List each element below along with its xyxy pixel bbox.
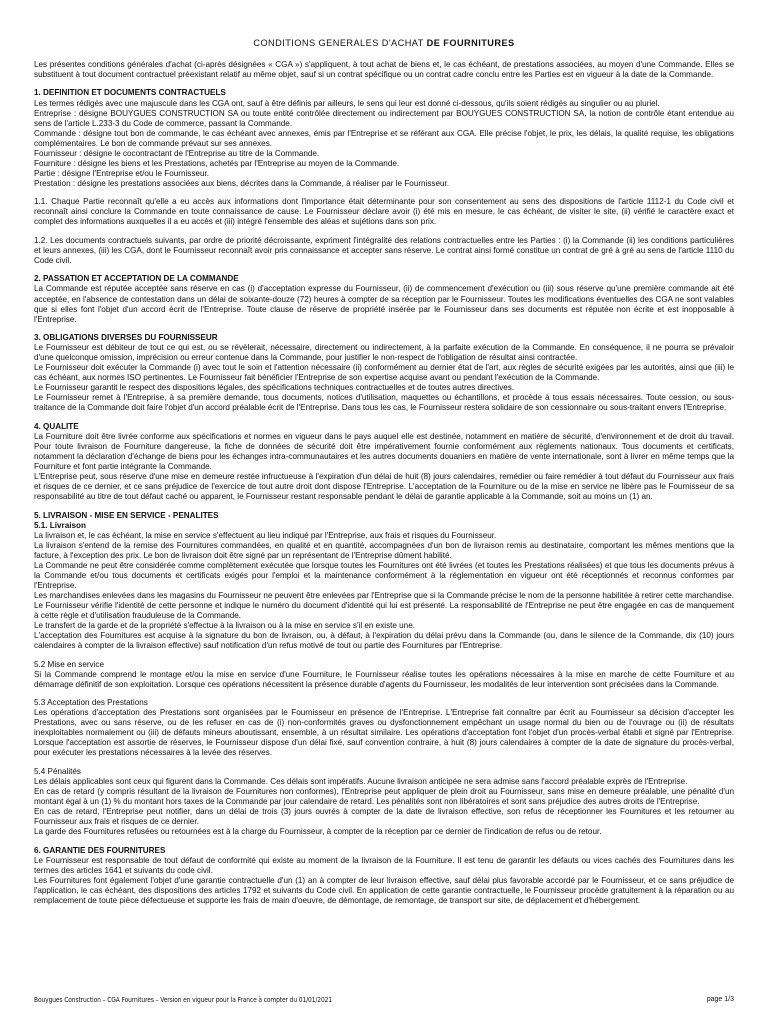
definition-commande: Commande : désigne tout bon de commande, le cas échéant avec annexes, émis par l'Entreprise et se référant aux CGA. Elle précise l'objet, le prix, les délais, la qualité requise, les obligations complémentaires. Le bon de commande prévaut sur ses annexes. <box>34 128 734 148</box>
s5-paragraph: Les délais applicables sont ceux qui figurent dans la Commande. Ces délais sont impératifs. Aucune livraison anticipée ne sera admise sans l'accord préalable exprès de l'Entreprise. <box>34 776 688 786</box>
s5-paragraph: Le transfert de la garde et de la propriété s'effectue à la livraison ou à la mise en service s'il en existe une. <box>34 621 415 631</box>
page-number: page 1/3 <box>706 996 734 1003</box>
s2-paragraph: La Commande est réputée acceptée sans réserve en cas (i) d'acceptation expresse du Fournisseur, (ii) de commencement d'exécution ou (iii) sous réserve qu'une première commande ait été acceptée, en l'absence de contestation dans un délai de soixante-douze (72) heures à compter de sa réception par le Fournisseur. Toutes les modifications éventuelles des CGA ne sont valables que si elles font l'objet d'un accord écrit de l'Entreprise. Toute clause de réserve de propriété insérée par le Fournisseur dans ses documents est réputée non écrite et est inopposable à l'Entreprise. <box>34 284 734 324</box>
section-6-title: 6. GARANTIE DES FOURNITURES <box>34 845 166 855</box>
s5-paragraph: Les marchandises enlevées dans les magasins du Fournisseur ne peuvent être enlevées par l'Entreprise que si la Commande précise le nom de la personne habilitée à retirer cette marchandise. Le Fournisseur vérifie l'identité de cette personne et indique le numéro du document d'identité qui lui est présenté. La responsabilité de l'Entreprise ne peut être engagée en cas de manquement à cette règle et d'utilisation frauduleuse de la Commande. <box>34 590 734 621</box>
s5-paragraph: La livraison s'entend de la remise des Fournitures commandées, en qualité et en quantité, accompagnées d'un bon de livraison remis au destinataire, comportant les mêmes mentions que la facture, à l'exception des prix. Le bon de livraison doit être signé par un représentant de l'Entreprise dûment habilité. <box>34 540 734 560</box>
definition-fournisseur: Fournisseur : désigne le cocontractant de l'Entreprise au titre de la Commande. <box>34 148 320 158</box>
section-3-title: 3. OBLIGATIONS DIVERSES DU FOURNISSEUR <box>34 333 218 343</box>
document-body <box>34 60 734 906</box>
section-1-title: 1. DEFINITION ET DOCUMENTS CONTRACTUELS <box>34 88 226 98</box>
s6-paragraph: Les Fournitures font également l'objet d'une garantie contractuelle d'un (1) an à compter de leur livraison effective, sauf délai plus favorable accordé par le Fournisseur, et ce sans préjudice de l'application, le cas échéant, des dispositions des articles 1792 et suivants du Code civil. En application de cette garantie contractuelle, le Fournisseur procède gratuitement à la réparation ou au remplacement de toute pièce défectueuse et supporte les frais de main d'oeuvre, de démontage, de remontage, de transport sur site, de déplacement et d'hébergement. <box>34 875 734 905</box>
s3-paragraph: Le Fournisseur remet à l'Entreprise, à sa première demande, tous documents, notices d'utilisation, maquettes ou échantillons, et procède à tous essais nécessaires. Toute cession, ou sous-traitance de la Commande doit faire l'objet d'un accord préalable écrit de l'Entreprise. Dans tous les cas, le Fournisseur restera solidaire de son cessionnaire ou sous-traitant envers l'Entreprise. <box>34 393 734 413</box>
s3-paragraph: Le Fournisseur garantit le respect des dispositions légales, des spécifications techniques contractuelles et de toutes autres directives. <box>34 383 515 393</box>
subsection-5-1-title: 5.1. Livraison <box>34 520 86 530</box>
document-title <box>34 38 734 48</box>
subsection-5-4-title: 5.4 Pénalités <box>34 766 81 776</box>
section-5-title: 5. LIVRAISON - MISE EN SERVICE - PENALITES <box>34 510 219 520</box>
page-footer <box>34 996 734 1004</box>
s5-paragraph: En cas de retard, l'Entreprise peut notifier, dans un délai de trois (3) jours ouvrés à compter de la date de livraison effective, son refus de réceptionner les Fournitures et les retourner au Fournisseur aux frais et risques de ce dernier. <box>34 807 734 827</box>
s3-paragraph: Le Fournisseur est débiteur de tout ce qui est, ou se révèlerait, nécessaire, directement ou indirectement, à la parfaite exécution de la Commande. En conséquence, il ne pourra se prévaloir d'une quelconque omission, imprécision ou erreur contenue dans la Commande, pour justifier le non-respect de l'obligation de résultat ainsi contractée. <box>34 343 734 363</box>
section-2-title: 2. PASSATION ET ACCEPTATION DE LA COMMANDE <box>34 274 239 284</box>
title-bold: DE FOURNITURES <box>426 38 515 48</box>
s5-paragraph: La Commande ne peut être considérée comme complètement exécutée que lorsque toutes les Fournitures ont été livrées (et toutes les Prestations réalisées) et que tous les documents prévus à la Commande et/ou tous documents et certificats exigés pour l'emploi et la maintenance conformément à la réglementation en vigueur ont été réceptionnés et reconnus conformes par l'Entreprise. <box>34 560 734 590</box>
s3-paragraph: Le Fournisseur doit exécuter la Commande (i) avec tout le soin et l'attention nécessaire (ii) conformément au dernier état de l'art, aux règles de sécurité exigées par les autorités, ainsi que (iii) le cas échéant, aux normes ISO pertinentes. Le Fournisseur fait bénéficier l'Entreprise de son expertise acquise avant ou pendant l'exécution de la Commande. <box>34 363 734 383</box>
subsection-5-3-title: 5.3 Acceptation des Prestations <box>34 698 148 708</box>
s5-paragraph: L'acceptation des Fournitures est acquise à la signature du bon de livraison, ou, à défaut, à l'expiration du délai prévu dans la Commande (ou, dans le silence de la Commande, dix (10) jours calendaires à compter de la livraison effective) sauf notification d'un refus motivé de tout ou partie des Fournitures par l'Entreprise. <box>34 631 734 651</box>
s1-paragraph: Les termes rédigés avec une majuscule dans les CGA ont, sauf à être définis par ailleurs, le sens qui leur est donné ci-dessous, qu'ils soient rédigés au singulier ou au pluriel. <box>34 98 660 108</box>
section-4-title: 4. QUALITE <box>34 421 79 431</box>
s5-paragraph: La garde des Fournitures refusées ou retournées est à la charge du Fournisseur, à compter de la réception par ce dernier de l'indication de refus ou de retour. <box>34 827 602 837</box>
s5-paragraph: Si la Commande comprend le montage et/ou la mise en service d'une Fourniture, le Fournisseur réalise toutes les opérations nécessaires à la mise en marche de cette Fourniture et au démarrage définitif de son exploitation. Lorsque ces opérations nécessitent la présence durable d'agents du Fournisseur, les modalités de leur intervention sont précisées dans la Commande. <box>34 669 734 689</box>
clause-1-1: 1.1. Chaque Partie reconnaît qu'elle a eu accès aux informations dont l'importance était déterminante pour son consentement au sens des dispositions de l'article 1112-1 du Code civil et reconnaît ainsi conclure la Commande en toute connaissance de cause. Le Fournisseur déclare avoir (i) été mis en mesure, le cas échéant, de visiter le site, (ii) vérifié le caractère exact et complet des informations auxquelles il a eu accès et (iii) intégré l'ensemble des aléas et sujétions dans son prix. <box>34 197 734 227</box>
definition-prestation: Prestation : désigne les prestations associées aux biens, décrites dans la Commande, à réaliser par le Fournisseur. <box>34 178 450 188</box>
definition-fourniture: Fourniture : désigne les biens et les Prestations, achetés par l'Entreprise au moyen de la Commande. <box>34 158 400 168</box>
definition-entreprise: Entreprise : désigne BOUYGUES CONSTRUCTION SA ou toute entité contrôlée directement ou indirectement par BOUYGUES CONSTRUCTION SA, la notion de contrôle étant entendue au sens de l'article L.233-3 du Code de commerce, passant la Commande. <box>34 108 734 128</box>
definition-partie: Partie : désigne l'Entreprise et/ou le Fournisseur. <box>34 168 209 178</box>
s5-paragraph: La livraison et, le cas échéant, la mise en service s'effectuent au lieu indiqué par l'Entreprise, aux frais et risques du Fournisseur. <box>34 530 497 540</box>
footer-version-text: Bouygues Construction – CGA Fournitures – Version en vigueur pour la France à compter du 01/01/2021 <box>34 996 332 1004</box>
title-prefix: CONDITIONS GENERALES D'ACHAT <box>253 38 424 48</box>
s5-paragraph: En cas de retard (y compris résultant de la livraison de Fournitures non conformes), l'Entreprise peut appliquer de plein droit au Fournisseur, sans mise en demeure préalable, une pénalité d'un montant égal à un (1) % du montant hors taxes de la Commande par jour calendaire de retard. Les pénalités sont non libératoires et sont sans préjudice des autres droits de l'Entreprise. <box>34 786 734 806</box>
s6-paragraph: Le Fournisseur est responsable de tout défaut de conformité qui existe au moment de la livraison de la Fourniture. Il est tenu de garantir les défauts ou vices cachés des Fournitures dans les termes des articles 1641 et suivants du code civil. <box>34 855 734 875</box>
s5-paragraph: Les opérations d'acceptation des Prestations sont organisées par le Fournisseur en présence de l'Entreprise. L'Entreprise fait connaître par écrit au Fournisseur sa décision d'accepter les Prestations, avec ou sans réserve, ou de les refuser en cas de (i) non-conformités graves ou dysfonctionnement empêchant un usage normal du bien ou de l'ouvrage ou (ii) de résultats inexploitables normalement ou (iii) de défauts mineurs aboutissant, ensemble, à un résultat similaire. Les opérations d'acceptation font l'objet d'un procès-verbal établi et signé par l'Entreprise. Lorsque l'acceptation est assortie de réserves, le Fournisseur dispose d'un délai fixé, sauf convention contraire, à huit (8) jours calendaires à compter de la date de signature du procès-verbal, pour exécuter les prestations nécessaires à la levée des réserves. <box>34 708 734 758</box>
intro-paragraph: Les présentes conditions générales d'achat (ci-après désignées « CGA ») s'appliquent, à tout achat de biens et, le cas échéant, de prestations associées, au moyen d'une Commande. Elles se substituent à tout document contractuel préexistant relatif au même objet, sauf si un contrat spécifique ou un contrat cadre conclu entre les Parties est en vigueur à la date de la Commande. <box>34 60 734 80</box>
s4-paragraph: L'Entreprise peut, sous réserve d'une mise en demeure restée infructueuse à l'expiration d'un délai de huit (8) jours calendaires, remédier ou faire remédier à tout défaut du Fournisseur aux frais et risques de ce dernier, et ce sans préjudice de l'exercice de tout autre droit dont dispose l'Entreprise. L'acceptation de la Fourniture ou de la mise en service ne libère pas le Fournisseur de sa responsabilité au titre de tout défaut caché ou apparent, le Fournisseur restant responsable pendant le délai de garantie applicable à la Commande, soit au moins un (1) an. <box>34 472 734 502</box>
s4-paragraph: La Fourniture doit être livrée conforme aux spécifications et normes en vigueur dans le pays auquel elle est destinée, notamment en matière de sécurité, d'environnement et de droit du travail. Pour toute livraison de Fourniture dangereuse, la fiche de données de sécurité doit être impérativement fournie conformément aux règlements nationaux. Tous documents et certificats, notamment la déclaration d'échange de biens pour les échanges intra-communautaires et les autres documents douaniers en matière de vente internationale, sont à livrer en même temps que la Fourniture et font partie intégrante la Commande. <box>34 431 734 471</box>
clause-1-2: 1.2. Les documents contractuels suivants, par ordre de priorité décroissante, expriment l'intégralité des relations contractuelles entre les Parties : (i) la Commande (ii) les conditions particulières et leurs annexes, (iii) les CGA, dont le Fournisseur reconnaît avoir pris connaissance et accepter sans réserve. Le contrat ainsi formé constitue un contrat de gré à gré au sens de l'article 1110 du Code civil. <box>34 235 734 265</box>
subsection-5-2-title: 5.2 Mise en service <box>34 659 104 669</box>
